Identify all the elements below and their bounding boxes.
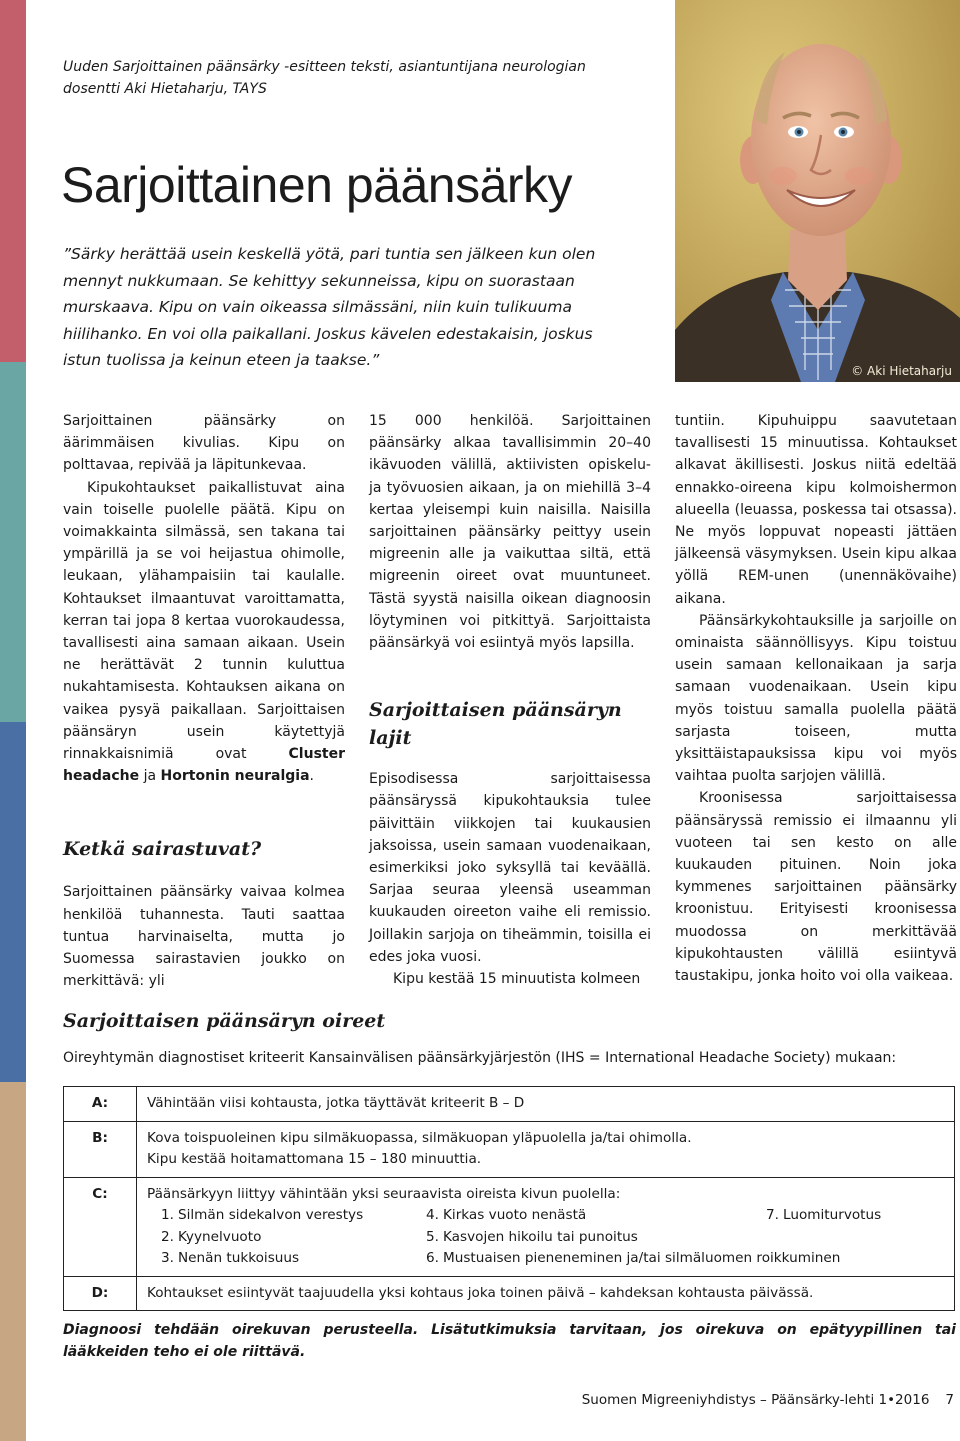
page-footer <box>582 1392 954 1408</box>
criteria-text: Kohtaukset esiintyvät taajuudella yksi kohtaus joka toinen päivä – kahdeksan kohtausta päivässä. <box>137 1276 955 1311</box>
page-title: Sarjoittainen päänsärky <box>61 157 573 213</box>
col3-paragraph-1: tuntiin. Kipuhuippu saavutetaan tavallisesti 15 minuutissa. Kohtaukset alkavat äkillisesti. Joskus niitä edeltää ennakko-oireena kipu kolmoishermon alueella (leuassa, poskessa tai otsassa). Ne myös loppuvat nopeasti jättäen jälkeensä väsymyksen. Usein kipu alkaa yöllä REM-unen (unennäkövaihe) aikana. <box>675 413 957 607</box>
color-stripe-blue <box>0 722 26 1082</box>
patient-quote: ”Särky herättää usein keskellä yötä, pari tuntia sen jälkeen kun olen mennyt nukkumaan. Se kehittyy sekunneissa, kipu on suorastaan murskaava. Kipu on vain oikeassa silmässäni, niin kuin tulikuuma hiilihanko. En voi olla paikallani. Joskus kävelen edestakaisin, joskus istun tuolissa ja keinun eteen ja taakse.” <box>63 245 596 370</box>
symptom-item: 3. Nenän tukkoisuus <box>161 1250 300 1266</box>
col2-paragraph-2: Episodisessa sarjoittaisessa päänsäryssä kipukohtauksia tulee päivittäin viikkojen tai kuukausien jaksoissa, usein samaan vuodenaikaan, esimerkiksi joko syksyllä tai keväällä. Sarjaa seuraa yleensä useamman kuukauden oireeton vaihe eli remissio. Joillakin sarjoja on tiheämmin, toisilla ei edes joka vuosi. <box>369 771 651 965</box>
diagnosis-note: Diagnoosi tehdään oirekuvan perusteella. Lisätutkimuksia tarvitaan, jos oirekuva on epätyypillinen tai lääkkeiden teho ei ole riittävä. <box>63 1322 956 1360</box>
criteria-table <box>63 1086 955 1311</box>
criteria-text: Vähintään viisi kohtausta, jotka täyttävät kriteerit B – D <box>137 1087 955 1122</box>
color-stripe-tan <box>0 1082 26 1441</box>
symptom-list <box>147 1205 944 1270</box>
criteria-label: C: <box>64 1177 137 1276</box>
col1-paragraph-3: Sarjoittainen päänsärky vaivaa kolmea henkilöä tuhannesta. Tauti saattaa tuntua harvinaiselta, mutta jo Suomessa sairastavien joukko on merkittävä: yli <box>63 884 345 990</box>
heading-types: Sarjoittaisen päänsäryn lajit <box>369 699 622 750</box>
symptom-item: 7. Luomiturvotus <box>766 1207 882 1223</box>
col2-paragraph-1: 15 000 henkilöä. Sarjoittainen päänsärky alkaa tavallisimmin 20–40 ikävuoden välillä, aktiivisten opiskelu- ja työvuosien aikaan, ja on miehillä 3–4 kertaa yleisempi kuin naisilla. Naisilla sarjoittainen päänsärky peittyy usein migreenin alle ja vaikuttaa siltä, että migreenin oireet ovat muuntuneet. Tästä syystä naisilla oikean diagnoosin löytyminen voi pitkittyä. Sarjoittaista päänsärkyä voi esiintyä myös lapsilla. <box>369 413 651 652</box>
column-1 <box>63 410 345 992</box>
col2-paragraph-3: Kipu kestää 15 minuutista kolmeen <box>393 971 641 988</box>
criteria-row-d <box>64 1276 955 1311</box>
symptom-item: 4. Kirkas vuoto nenästä <box>426 1207 587 1223</box>
criteria-text: Päänsärkyyn liittyy vähintään yksi seuraavista oireista kivun puolella: 1. Silmän sidekalvon verestys 4. Kirkas vuoto nenästä 7. Luomiturvotus 2. Kyynelvuoto 5. Kasvojen hikoilu tai punoitus 3. Nenän tukkoisuus 6. Mustuaisen pieneneminen ja/tai silmäluomen roikkuminen <box>137 1177 955 1276</box>
symptom-item: 2. Kyynelvuoto <box>161 1228 262 1245</box>
heading-symptoms: Sarjoittaisen päänsäryn oireet <box>63 1010 386 1032</box>
symptom-item: 6. Mustuaisen pieneneminen ja/tai silmäluomen roikkuminen <box>426 1250 841 1266</box>
criteria-row-a <box>64 1087 955 1122</box>
symptom-item: 5. Kasvojen hikoilu tai punoitus <box>426 1228 638 1245</box>
color-stripe-teal <box>0 362 26 722</box>
publication-name: Suomen Migreeniyhdistys – Päänsärky-lehti 1•2016 <box>581 1392 930 1408</box>
criteria-text: Kova toispuoleinen kipu silmäkuopassa, silmäkuopan yläpuolella ja/tai ohimolla. Kipu kestää hoitamattomana 15 – 180 minuuttia. <box>137 1121 955 1177</box>
article-intro: Uuden Sarjoittainen päänsärky -esitteen teksti, asiantuntijana neurologian dosentti Aki Hietaharju, TAYS <box>63 59 586 97</box>
column-3 <box>675 410 957 987</box>
column-2 <box>369 410 651 990</box>
col3-paragraph-2: Päänsärkykohtauksille ja sarjoille on ominaista säännöllisyys. Kipu toistuu usein samaan kellonaikaan ja sarja samaan vuodenaikaan. Usein kipu myös toistuu samalla puolella päätä sarjasta toiseen, mutta yksittäistapauksissa kipu voi myös vaihtaa puolta sarjojen välillä. <box>675 612 957 785</box>
term-horton-neuralgia: Hortonin neuralgia <box>160 768 310 785</box>
col1-paragraph-1: Sarjoittainen päänsärky on äärimmäisen kivulias. Kipu on polttavaa, repivää ja läpitunkevaa. <box>63 413 345 474</box>
color-stripe-red <box>0 0 26 362</box>
heading-who-gets-sick: Ketkä sairastuvat? <box>63 838 262 861</box>
criteria-row-b <box>64 1121 955 1177</box>
criteria-label: B: <box>64 1121 137 1177</box>
photo-credit: © Aki Hietaharju <box>851 364 952 378</box>
col3-paragraph-3: Kroonisessa sarjoittaisessa päänsäryssä remissio ei ilmaannu yli vuoteen tai sen kesto on alle kuukauden pituinen. Noin joka kymmenes sarjoittainen päänsärky kroonistuu. Erityisesti kroonisessa muodossa on merkittävää kipukohtausten välillä esiintyvä taustakipu, jonka hoito voi olla vaikeaa. <box>675 790 957 985</box>
term-cluster-headache: Cluster headache <box>63 746 345 785</box>
criteria-row-c <box>64 1177 955 1276</box>
portrait-illustration <box>675 0 960 382</box>
criteria-intro: Oireyhtymän diagnostiset kriteerit Kansainvälisen päänsärkyjärjestön (IHS = International Headache Society) mukaan: <box>63 1050 897 1066</box>
page-number: 7 <box>945 1392 954 1408</box>
criteria-label: A: <box>64 1087 137 1122</box>
portrait-photo <box>675 0 960 382</box>
symptom-item: 1. Silmän sidekalvon verestys <box>161 1207 364 1223</box>
col1-paragraph-2: Kipukohtaukset paikallistuvat aina vain toiselle puolelle päätä. Kipu on voimakkainta silmässä, sen takana tai ympärillä ja se voi heijastua ohimolle, leukaan, ylähampaisiin tai kaulalle. Kohtaukset ilmaantuvat varoittamatta, kerran tai jopa 8 kertaa vuorokaudessa, tavallisesti aina samaan aikaan. Usein ne herättävät 2 tunnin kuluttua nukahtamisesta. Kohtauksen aikana on vaikea pysyä paikallaan. Sarjoittaisen päänsäryn usein käytettyjä rinnakkaisnimiä ovat Cluster headache ja Hortonin neuralgia. <box>63 479 345 785</box>
criteria-label: D: <box>64 1276 137 1311</box>
